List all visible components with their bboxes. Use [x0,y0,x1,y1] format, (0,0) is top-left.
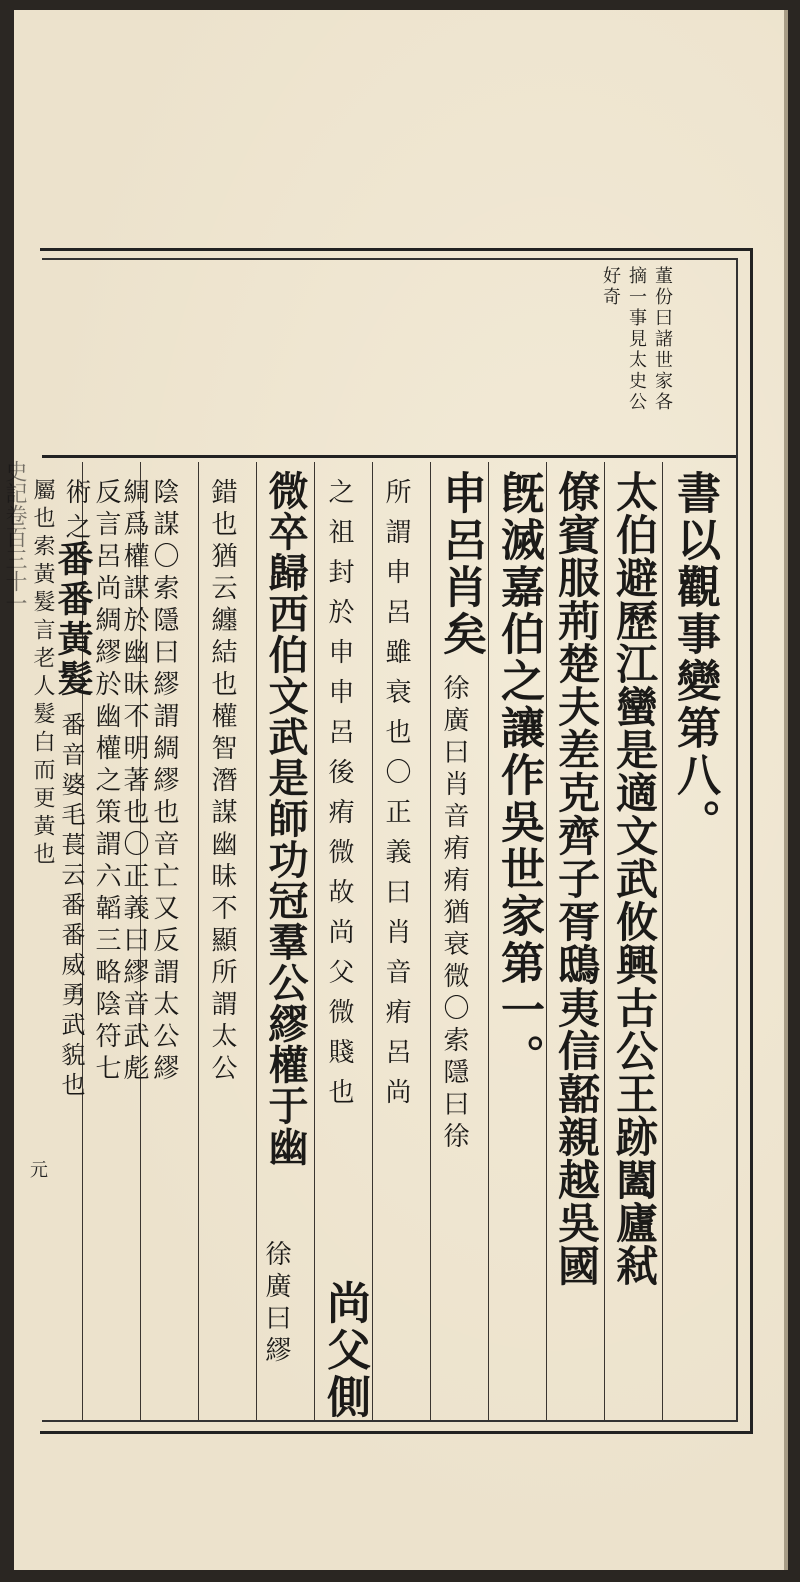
column-rule [488,462,489,1420]
column-rule [198,462,199,1420]
column-rule [662,462,663,1420]
text-column-10: 陰謀〇索隱曰繆謂綢繆也音亡又反謂太公繆 [149,478,179,1086]
text-column-14: 屬也索黃髮言老人髮白而更黃也 [30,478,55,870]
text-column-7-note: 之祖封於申申呂後痏微故尚父微賤也 [324,478,354,1118]
text-column-5-note: 徐廣曰肖音痏痏猶衰微〇索隱曰徐 [439,674,469,1154]
column-rule [314,462,315,1420]
text-column-5-main: 申呂肖矣 [435,470,486,658]
text-column-3: 僚賓服荊楚夫差克齊子胥鴟夷信嚭親越吳國 [552,470,601,1287]
text-column-4: 旣滅嘉伯之讓作吳世家第一。 [493,470,544,1081]
header-note-line-2: 摘一事見太史公 [626,266,647,413]
text-column-2: 太伯避歷江蠻是適文武攸興古公王跡闔廬弒 [610,470,659,1287]
text-column-13-main: 番番黃髮 [52,540,94,700]
text-column-13-note-b: 番音婆毛萇云番番威勇武貌也 [57,712,85,1102]
text-column-1: 書以觀事變第八。 [669,470,720,846]
text-column-12: 反言呂尚綢繆於幽權之策謂六韜三略陰符七 [91,478,121,1086]
column-rule [546,462,547,1420]
column-rule [256,462,257,1420]
header-note-line-3: 好奇 [600,266,621,308]
text-column-13-note-a: 術之 [61,478,91,548]
folio-edge-title: 史記卷百三十一 [2,460,27,614]
header-divider-line [42,455,736,458]
text-column-11: 綢爲權謀於幽昧不明著也〇正義曰繆音武彪 [119,478,149,1086]
text-column-9: 錯也猶云纏結也權智潛謀幽昧不顯所謂太公 [207,478,237,1086]
column-rule [604,462,605,1420]
folio-number-mark: 元 [27,1160,48,1178]
column-rule [372,462,373,1420]
header-note-line-1: 董份曰諸世家各 [652,266,673,413]
text-column-6: 所謂申呂雖衰也〇正義曰肖音痏呂尚 [381,478,411,1118]
text-column-7-main: 尚父側 [319,1280,370,1421]
text-column-8-main: 微卒歸西伯文武是師功冠羣公繆權于幽 [262,470,309,1167]
text-column-8-note: 徐廣曰繆 [261,1240,291,1368]
column-rule [430,462,431,1420]
